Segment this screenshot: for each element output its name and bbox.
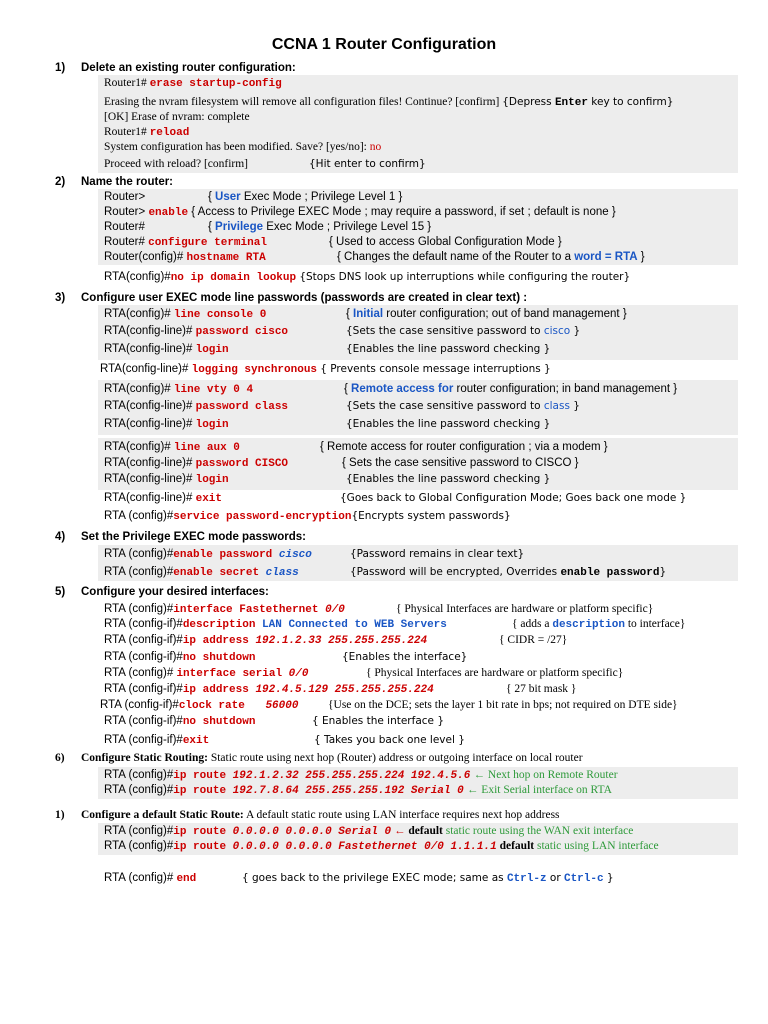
enable-secret-line: RTA (config)#enable secret class {Password will be encrypted, Overrides enable password} [104, 566, 667, 579]
interface-serial-line: RTA (config)# interface serial 0/0 { Physical Interfaces are hardware or platform specific} [104, 667, 624, 680]
clock-rate-line: RTA (config-if)#clock rate 56000 {Use on the DCE; sets the layer 1 bit rate in bps; not required on DTE side} [100, 699, 678, 712]
interface-fastethernet-line: RTA (config)#interface Fastethernet 0/0 { Physical Interfaces are hardware or platform specific} [104, 603, 654, 616]
erase-ok-line: [OK] Erase of nvram: complete [104, 111, 250, 123]
section-5-heading: 5) Configure your desired interfaces: [55, 586, 269, 598]
dns-lookup-line: RTA(config)#no ip domain lookup {Stops DNS look up interruptions while configuring the router} [104, 271, 631, 284]
section-title: Delete an existing router configuration: [81, 62, 296, 74]
password-class-line: RTA(config-line)# password class {Sets the case sensitive password to class } [104, 400, 580, 413]
privilege-mode-line: Router# { Privilege Exec Mode ; Privilege Level 15 } [104, 221, 432, 233]
static-route-line-2: RTA (config)#ip route 192.7.8.64 255.255.255.192 Serial 0 ← Exit Serial interface on RTA [104, 784, 612, 797]
section-6-heading: 6) Configure Static Routing: Static route using next hop (Router) address or outgoing interface on local router [55, 752, 583, 764]
exit-line: RTA(config-line)# exit {Goes back to Global Configuration Mode; Goes back one mode } [104, 492, 687, 505]
no-shutdown-line: RTA (config-if)#no shutdown { Enables the interface } [104, 715, 445, 728]
erase-confirm-line: Erasing the nvram filesystem will remove all configuration files! Continue? [confirm] {Depress Enter key to confirm} [104, 96, 674, 109]
section-number: 1) [55, 62, 66, 74]
proceed-line: Proceed with reload? [confirm] {Hit enter to confirm} [104, 158, 426, 170]
description-line: RTA (config-if)#description LAN Connected to WEB Servers { adds a description to interface} [104, 618, 686, 631]
section-7-heading: 1) Configure a default Static Route: A default static route using LAN interface requires next hop address [55, 809, 560, 821]
enable-line: Router> enable { Access to Privilege EXEC Mode ; may require a password, if set ; default is none } [104, 206, 616, 219]
password-CISCO-line: RTA(config-line)# password CISCO { Sets the case sensitive password to CISCO } [104, 457, 579, 470]
section-2-heading: 2) Name the router: [55, 176, 174, 188]
line-vty-line: RTA(config)# line vty 0 4 { Remote access for router configuration; in band management } [104, 383, 678, 396]
page-title: CCNA 1 Router Configuration [271, 36, 497, 53]
line-console-line: RTA(config)# line console 0 { Initial router configuration; out of band management } [104, 308, 627, 321]
hostname-line: Router(config)# hostname RTA { Changes the default name of the Router to a word = RTA } [104, 251, 645, 264]
service-encryption-line: RTA (config)#service password-encryption{Encrypts system passwords} [104, 510, 511, 523]
ip-address-fe-line: RTA (config-if)#ip address 192.1.2.33 255.255.255.224 { CIDR = /27} [104, 634, 568, 647]
save-prompt-line: System configuration has been modified. Save? [yes/no]: no [104, 141, 382, 153]
default-route-line-1: RTA (config)#ip route 0.0.0.0 0.0.0.0 Serial 0 ← default static route using the WAN exit interface [104, 825, 634, 838]
section-3-heading: 3) Configure user EXEC mode line passwords (passwords are created in clear text) : [55, 292, 528, 304]
section-1-heading [55, 62, 296, 74]
command: erase startup-config [149, 78, 282, 90]
exit-if-line: RTA (config-if)#exit { Takes you back one level } [104, 734, 465, 747]
logging-sync-line: RTA(config-line)# logging synchronous { Prevents console message interruptions } [100, 363, 551, 376]
reload-line: Router1# reload [104, 126, 190, 139]
configure-terminal-line: Router# configure terminal { Used to access Global Configuration Mode } [104, 236, 562, 249]
default-route-line-2: RTA (config)#ip route 0.0.0.0 0.0.0.0 Fastethernet 0/0 1.1.1.1 default static using LAN interface [104, 840, 659, 853]
ip-address-serial-line: RTA (config-if)#ip address 192.4.5.129 255.255.255.224 { 27 bit mask } [104, 683, 577, 696]
user-mode-line: Router> { User Exec Mode ; Privilege Level 1 } [104, 191, 403, 203]
static-route-line-1: RTA (config)#ip route 192.1.2.32 255.255.255.224 192.4.5.6 ← Next hop on Remote Router [104, 769, 618, 782]
erase-line: Router1# erase startup-config [104, 77, 282, 90]
login-line: RTA(config-line)# login {Enables the line password checking } [104, 343, 551, 356]
end-line: RTA (config)# end { goes back to the privilege EXEC mode; same as Ctrl-z or Ctrl-c } [104, 872, 614, 885]
section-4-heading: 4) Set the Privilege EXEC mode passwords: [55, 531, 306, 543]
line-aux-line: RTA(config)# line aux 0 { Remote access for router configuration ; via a modem } [104, 441, 608, 454]
command: reload [149, 127, 190, 139]
no-shutdown-line: RTA (config-if)#no shutdown {Enables the interface} [104, 651, 468, 664]
password-cisco-line: RTA(config-line)# password cisco {Sets the case sensitive password to cisco } [104, 325, 581, 338]
login-line: RTA(config-line)# login {Enables the line password checking } [104, 418, 551, 431]
enable-password-line: RTA (config)#enable password cisco {Password remains in clear text} [104, 548, 525, 561]
login-line: RTA(config-line)# login {Enables the line password checking } [104, 473, 551, 486]
